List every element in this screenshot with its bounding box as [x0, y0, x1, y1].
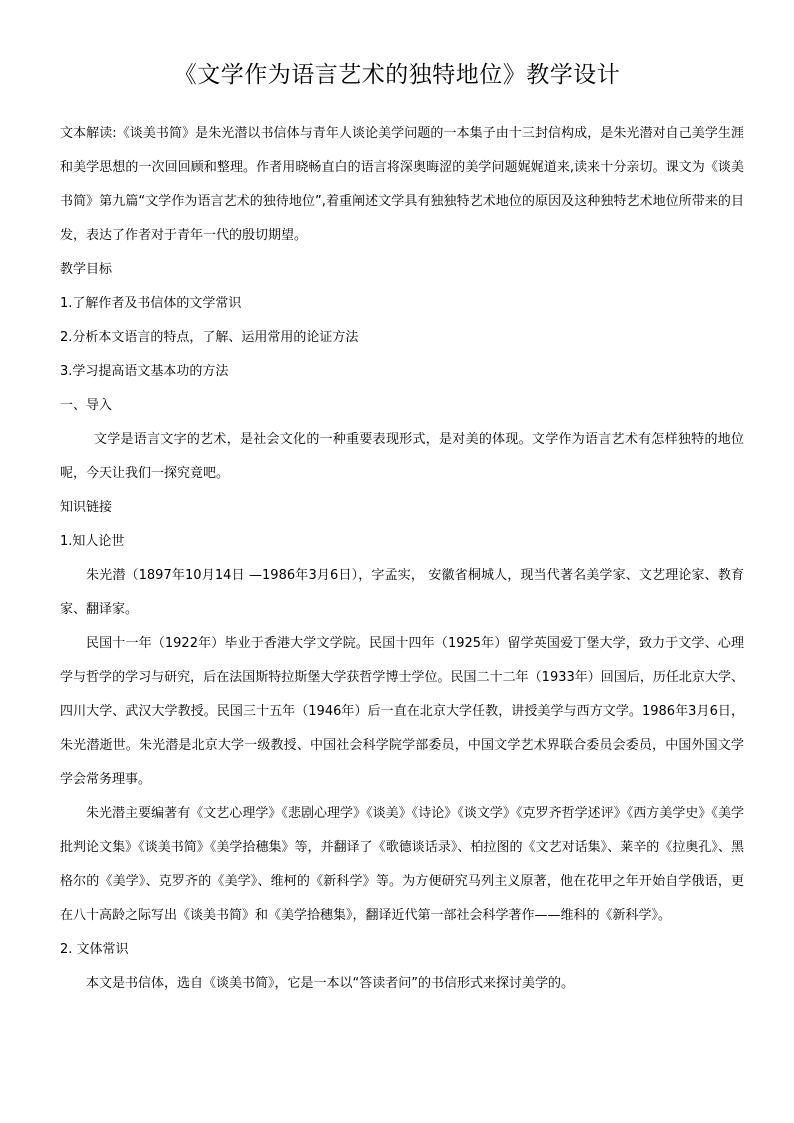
objective-item-3: 3.学习提高语文基本功的方法: [60, 364, 229, 379]
author-bio-paragraph: 朱光潜（1897年10月14日 —1986年3月6日），字孟实， 安徽省桐城人，现当代著名美学家、文艺理论家、教育家、翻译家。: [60, 568, 744, 617]
introduction-paragraph: 文学是语言文字的艺术，是社会文化的一种重要表现形式，是对美的体现。文学作为语言艺术有怎样独特的地位呢，今天让我们一探究竟吧。: [60, 432, 744, 481]
knowledge-link-heading: 知识链接: [60, 500, 113, 515]
objective-item-2: 2.分析本文语言的特点，了解、运用常用的论证方法: [60, 330, 359, 345]
text-interpretation-paragraph: 文本解读:《谈美书简》是朱光潜以书信体与青年人谈论美学问题的一本集子由十三封信构成，是朱光潜对自己美学生涯和美学思想的一次回回顾和整理。作者用晓畅直白的语言将深奥晦涩的美学问题娓娓道来,读来十分亲切。课文为《谈美书简》第九篇“文学作为语言艺术的独待地位”,着重阐述文学具有独独特艺术地位的原因及这种独特艺术地位所带来的目发，表达了作者对于青年一代的殷切期望。: [60, 126, 744, 243]
objective-item-1: 1.了解作者及书信体的文学常识: [60, 296, 242, 311]
author-career-paragraph: 民国十一年（1922年）毕业于香港大学文学院。民国十四年（1925年）留学英国爱丁堡大学，致力于文学、心理学与哲学的学习与研究，后在法国斯特拉斯堡大学获哲学博士学位。民国二十二年（1933年）回国后，历任北京大学、四川大学、武汉大学教授。民国三十五年（1946年）后一直在北京大学任教，讲授美学与西方文学。1986年3月6日，朱光潜逝世。朱光潜是北京大学一级教授、中国社会科学院学部委员，中国文学艺术界联合委员会委员，中国外国文学学会常务理事。: [60, 636, 744, 787]
author-works-paragraph: 朱光潜主要编著有《文艺心理学》《悲剧心理学》《谈美》《诗论》《谈文学》《克罗齐哲学述评》《西方美学史》《美学批判论文集》《谈美书简》《美学拾穗集》等，并翻译了《歌德谈话录》、柏拉图的《文艺对话集》、莱辛的《拉奥孔》、黑格尔的《美学》、克罗齐的《美学》、维柯的《新科学》等。为方便研究马列主义原著，他在花甲之年开始自学俄语，更在八十高龄之际写出《谈美书简》和《美学拾穗集》，翻译近代第一部社会科学著作——维科的《新科学》。: [60, 806, 744, 923]
teaching-objectives-heading: 教学目标: [60, 262, 113, 277]
document-title: 《文学作为语言艺术的独特地位》教学设计: [173, 62, 621, 88]
introduction-heading: 一、导入: [60, 398, 113, 413]
author-background-heading: 1.知人论世: [60, 534, 125, 549]
document-body: [60, 117, 744, 1001]
genre-knowledge-paragraph: 本文是书信体，选自《谈美书简》，它是一本以“答读者问”的书信形式来探讨美学的。: [86, 976, 574, 991]
genre-knowledge-heading: 2. 文体常识: [60, 942, 129, 957]
